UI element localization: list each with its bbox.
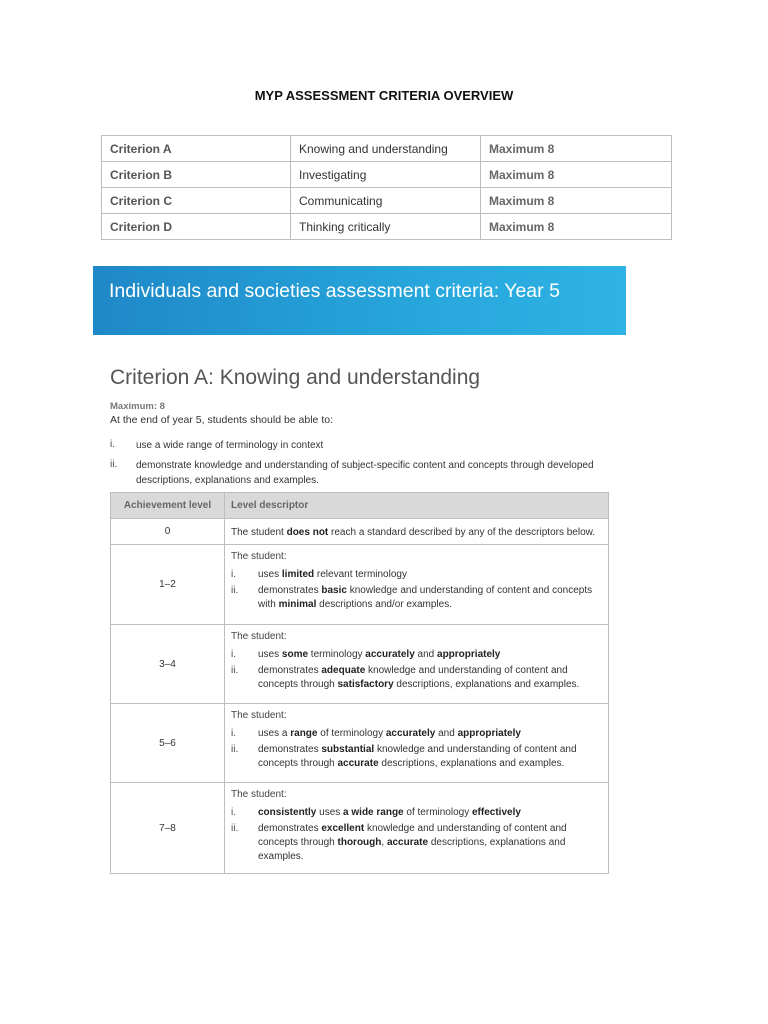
item-text: demonstrates substantial knowledge and understanding of content and concepts through accurate descriptions, explanations and examples. bbox=[258, 744, 577, 769]
objective-text: use a wide range of terminology in context bbox=[136, 440, 324, 451]
table-row bbox=[111, 783, 609, 874]
table-row bbox=[102, 214, 672, 240]
item-text: consistently uses a wide range of terminology effectively bbox=[258, 807, 521, 818]
achievement-level-header: Achievement level bbox=[111, 493, 225, 519]
descriptor-cell bbox=[225, 625, 609, 704]
level-descriptor-header: Level descriptor bbox=[225, 493, 609, 519]
table-row bbox=[111, 704, 609, 783]
criteria-overview-table bbox=[101, 135, 672, 240]
criterion-cell: Criterion A bbox=[102, 136, 291, 162]
criterion-max-cell: Maximum 8 bbox=[481, 162, 672, 188]
descriptor-cell bbox=[225, 704, 609, 783]
item-number: ii. bbox=[231, 744, 239, 755]
item-number: ii. bbox=[231, 823, 239, 834]
descriptor-item bbox=[231, 648, 602, 662]
descriptor-item bbox=[231, 822, 602, 864]
item-text: uses some terminology accurately and appropriately bbox=[258, 649, 501, 660]
criterion-name-cell: Thinking critically bbox=[291, 214, 481, 240]
item-text: uses a range of terminology accurately and appropriately bbox=[258, 728, 521, 739]
item-number: ii. bbox=[231, 585, 239, 596]
descriptor-cell bbox=[225, 545, 609, 625]
item-text: uses limited relevant terminology bbox=[258, 569, 407, 580]
year-banner bbox=[93, 266, 626, 335]
level-cell: 0 bbox=[111, 519, 225, 545]
rubric-header-row bbox=[111, 493, 609, 519]
student-label: The student: bbox=[231, 551, 287, 562]
objective-number: i. bbox=[110, 439, 115, 450]
table-row bbox=[111, 519, 609, 545]
criterion-max-cell: Maximum 8 bbox=[481, 214, 672, 240]
rubric-table bbox=[110, 492, 609, 874]
descriptor-item bbox=[231, 743, 602, 771]
descriptor-cell bbox=[225, 783, 609, 874]
intro-text: At the end of year 5, students should be able to: bbox=[110, 414, 333, 426]
descriptor-item bbox=[231, 727, 602, 741]
criterion-max-cell: Maximum 8 bbox=[481, 136, 672, 162]
criterion-name-cell: Communicating bbox=[291, 188, 481, 214]
item-text: demonstrates excellent knowledge and understanding of content and concepts through thorough, accurate descriptions, explanations and examples. bbox=[258, 823, 567, 862]
item-number: i. bbox=[231, 807, 236, 818]
level-cell: 3–4 bbox=[111, 625, 225, 704]
criterion-max-cell: Maximum 8 bbox=[481, 188, 672, 214]
descriptor-text: The student does not reach a standard described by any of the descriptors below. bbox=[231, 527, 596, 538]
item-number: i. bbox=[231, 569, 236, 580]
item-number: ii. bbox=[231, 665, 239, 676]
descriptor-item bbox=[231, 584, 602, 612]
table-row bbox=[102, 136, 672, 162]
item-number: i. bbox=[231, 649, 236, 660]
table-row bbox=[102, 162, 672, 188]
objective-text: demonstrate knowledge and understanding of subject-specific content and concepts through developed descriptions, explanations and examples. bbox=[136, 460, 594, 486]
criterion-cell: Criterion C bbox=[102, 188, 291, 214]
table-row bbox=[111, 625, 609, 704]
page-title: MYP ASSESSMENT CRITERIA OVERVIEW bbox=[254, 88, 514, 103]
maximum-label: Maximum: 8 bbox=[110, 401, 165, 412]
level-cell: 1–2 bbox=[111, 545, 225, 625]
criterion-name-cell: Knowing and understanding bbox=[291, 136, 481, 162]
descriptor-cell bbox=[225, 519, 609, 545]
item-number: i. bbox=[231, 728, 236, 739]
descriptor-item bbox=[231, 664, 602, 692]
criterion-name-cell: Investigating bbox=[291, 162, 481, 188]
student-label: The student: bbox=[231, 710, 287, 721]
criterion-heading: Criterion A: Knowing and understanding bbox=[110, 366, 481, 389]
banner-title: Individuals and societies assessment criteria: Year 5 bbox=[109, 280, 560, 302]
item-text: demonstrates basic knowledge and understanding of content and concepts with minimal descriptions and/or examples. bbox=[258, 585, 593, 610]
table-row bbox=[102, 188, 672, 214]
criterion-cell: Criterion D bbox=[102, 214, 291, 240]
student-label: The student: bbox=[231, 789, 287, 800]
student-label: The student: bbox=[231, 631, 287, 642]
level-cell: 7–8 bbox=[111, 783, 225, 874]
descriptor-item bbox=[231, 568, 602, 582]
objective-number: ii. bbox=[110, 459, 118, 470]
level-cell: 5–6 bbox=[111, 704, 225, 783]
table-row bbox=[111, 545, 609, 625]
item-text: demonstrates adequate knowledge and understanding of content and concepts through satisfactory descriptions, explanations and examples. bbox=[258, 665, 580, 690]
descriptor-item bbox=[231, 806, 602, 820]
criterion-cell: Criterion B bbox=[102, 162, 291, 188]
